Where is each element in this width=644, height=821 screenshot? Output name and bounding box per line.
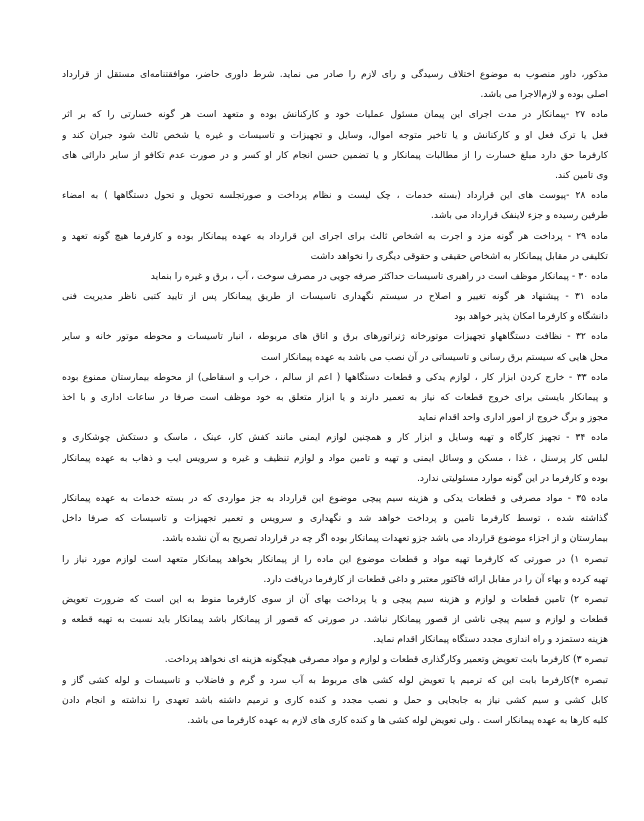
text-line: دانشگاه و کارفرما امکان پذیر خواهد بود bbox=[454, 311, 608, 323]
text-line: محل هایی که سیستم برق رسانی و تاسیساتی در آن نصب می باشد به عهده پیمانکار است bbox=[261, 351, 608, 363]
text-line: تبصره ۳) کارفرما بابت تعویض وتعمیر وکارگذاری قطعات و لوازم و مواد مصرفی هیچگونه هزینه ای نخواهد پرداخت. bbox=[164, 654, 608, 666]
text-line: تبصره ۱) در صورتی که کارفرما تهیه مواد و قطعات موضوع این ماده را از پیمانکار بخواهد پیمانکار متعهد است لوازم مورد نیاز را bbox=[62, 553, 608, 565]
text-line: کلیه کارها به عهده پیمانکار است . ولی تعویض لوله کشی ها و کنده کاری های لازم به عهده کارفرما می باشد. bbox=[187, 715, 608, 726]
text-line: اصلی بوده و لازم‌الاجرا می باشد. bbox=[480, 89, 608, 101]
text-line: بیمارستان و از اجزاء موضوع قرارداد می باشد جزو تعهدات پیمانکار بوده اگر چه در قرارداد تصریح به آن نشده باشد. bbox=[162, 533, 608, 545]
text-line: ماده ۳۱ - پیشنهاد هر گونه تغییر و اصلاح در سیستم نگهداری تاسیسات از طریق پیمانکار پس از تایید کتبی ناظر مدیریت فنی bbox=[62, 291, 608, 303]
text-line: ماده ۳۳ - خارج کردن ابزار کار ، لوازم یدکی و قطعات دستگاهها ( اعم از سالم ، خراب و اسقاطی) از محوطه بیمارستان ممنوع بوده bbox=[62, 371, 608, 383]
text-line: ماده ۳۰ - پیمانکار موظف است در راهبری تاسیسات حداکثر صرفه جویی در مصرف سوخت ، آب ، برق و غیره را بنماید bbox=[150, 270, 608, 282]
text-line: کارفرما حق دارد مبلغ خسارت را از مطالبات پیمانکار و یا تضمین حسن انجام کار او کسر و در صورت عدم تکافو از سایر دارائی های bbox=[62, 149, 608, 161]
text-line: هزینه دستمزد و راه اندازی مجدد دستگاه پیمانکار اقدام نماید. bbox=[373, 634, 608, 646]
text-line: ماده ۳۵ - مواد مصرفی و قطعات یدکی و هزینه سیم پیچی موضوع این قرارداد به جز مواردی که در بسته خدمات به عهده پیمانکار bbox=[62, 492, 608, 504]
text-line: فعل یا ترک فعل او و کارکنانش و یا تاخیر متوجه اموال، وسایل و تجهیزات و تاسیسات و غیره یا شخص ثالث شود جبران کند و bbox=[62, 129, 608, 141]
text-line: تهیه کرده و بهاء آن را در مقابل ارائه فاکتور معتبر و داغی قطعات از کارفرما دریافت دارد. bbox=[263, 573, 608, 585]
text-line: مجوز و برگ خروج از امور اداری واحد اقدام نماید bbox=[418, 412, 608, 424]
text-line: و پیمانکار بایستی برای خروج قطعات که نیاز به تعمیر دارند و یا ابزار متعلق به خود موظف است صرفا در ساعات اداری و با اخذ bbox=[62, 392, 608, 403]
text-line: تبصره ۴)کارفرما بابت این که ترمیم یا تعویض لوله کشی های مربوط به آب سرد و گرم و فاضلاب و تاسیسات و لوله کشی گاز و bbox=[62, 674, 608, 686]
text-line: طرفین رسیده و جزء لاینفک قرارداد می باشد. bbox=[430, 210, 608, 222]
text-line: کابل کشی و سیم کشی نیاز به جابجایی و حمل و نصب مجدد و کنده کاری و ترمیم داشته باشد تعهدی را نداشته و انجام دادن bbox=[62, 694, 608, 706]
text-line: لبلس کار پرسنل ، غذا ، مسکن و وسائل ایمنی و تهیه و تامین مواد و لوازم تنظیف و غیره و سرویس ایب و ذهاب به عهده پیمانکار bbox=[62, 452, 608, 464]
text-line: بوده و کارفرما در این گونه موارد مسئولیتی ندارد. bbox=[416, 472, 608, 484]
text-line: ماده ۲۷ -پیمانکار در مدت اجرای این پیمان مسئول عملیات خود و کارکنانش بوده و متعهد است هر گونه خسارتی را که بر اثر bbox=[62, 109, 608, 121]
document-body bbox=[62, 65, 608, 731]
text-line: وی تامین کند. bbox=[554, 169, 608, 181]
text-line: تکلیفی در مقابل پیمانکار به اشخاص حقیقی و حقوقی دیگری را نخواهد داشت bbox=[310, 250, 608, 262]
text-line: ماده ۲۸ -پیوست های این قرارداد (بسته خدمات ، چک لیست و نظام پرداخت و صورتجلسه تحویل و تحول دستگاهها ) به امضاء bbox=[62, 190, 608, 202]
text-line: ماده ۳۲ - نظافت دستگاههاو تجهیزات موتورخانه ژنراتورهای برق و اتاق های مربوطه ، انبار تاسیسات و محوطه موتور خانه و سایر bbox=[62, 331, 608, 343]
text-line: قطعات و لوازم و سیم پیچی ناشی از قصور پیمانکار نباشد. در صورتی که قصور از پیمانکار باشد پیمانکار باید نسبت به تهیه قطعه و bbox=[62, 614, 608, 626]
text-line: تبصره ۲) تامین قطعات و لوازم و هزینه سیم پیچی و یا پرداخت بهای آن از سوی کارفرما منوط به این است که ضرورت تعویض bbox=[62, 593, 608, 605]
text-line: ماده ۳۴ - تجهیز کارگاه و تهیه وسایل و ابزار کار و همچنین لوازم ایمنی مانند کفش کار، عینک ، ماسک و دستکش چوشکاری و bbox=[62, 432, 608, 444]
text-line: مذکور، داور منصوب به موضوع اختلاف رسیدگی و رای لازم را صادر می نماید. شرط داوری حاضر، موافقتنامه‌ای مستقل از قرارداد bbox=[62, 69, 608, 80]
text-line: ماده ۲۹ - پرداخت هر گونه مزد و اجرت به اشخاص ثالث برای اجرای این قرارداد به عهده پیمانکار بوده و کارفرما هیچ گونه تعهد و bbox=[62, 230, 608, 242]
text-line: گذاشته شده ، توسط کارفرما تامین و پرداخت خواهد شد و نگهداری و سرویس و تعمیر تجهیزات و تاسیسات که صرفا داخل bbox=[62, 513, 608, 525]
